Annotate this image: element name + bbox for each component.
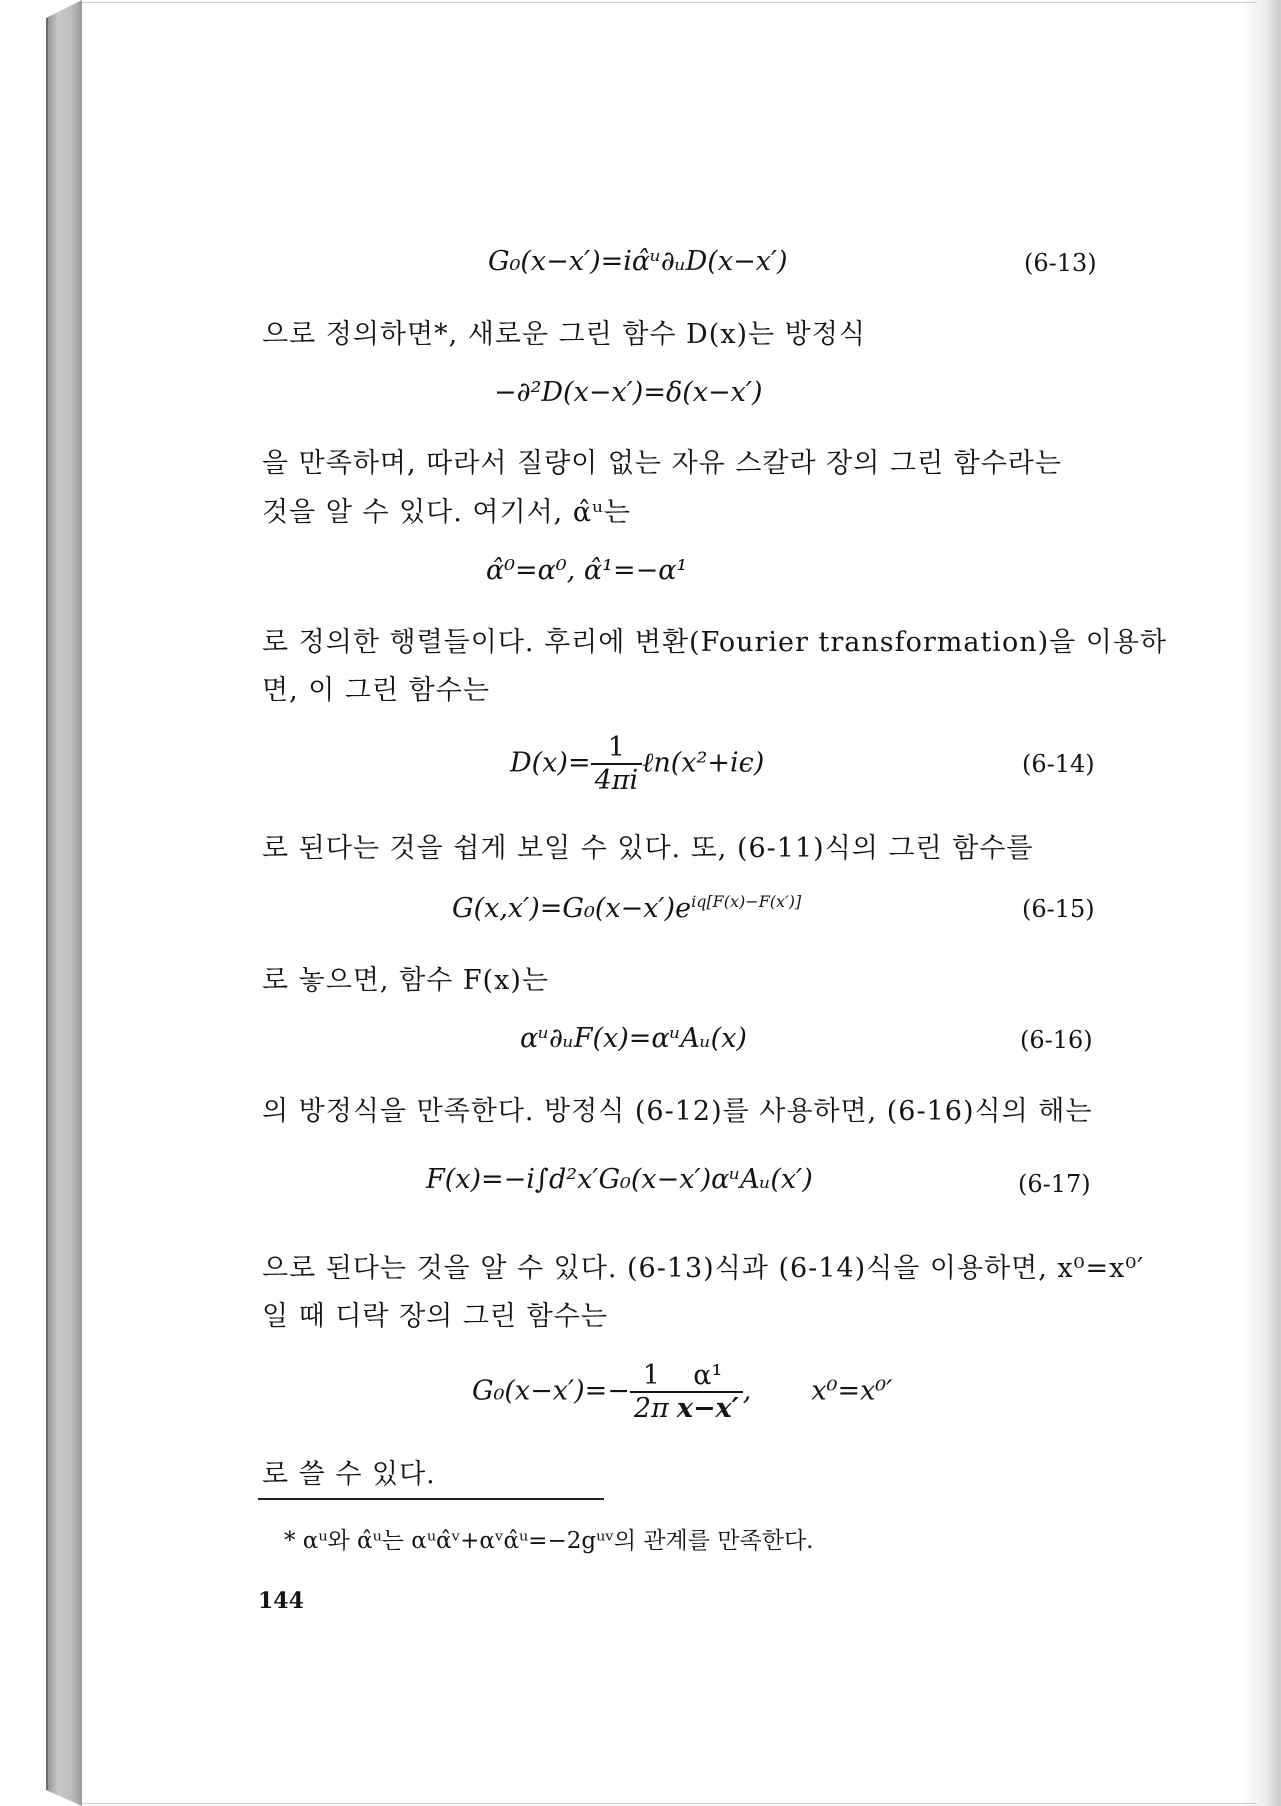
eq-3-frac2-denominator: x−x′	[676, 1393, 739, 1425]
text-line-10: 일 때 디락 장의 그린 함수는	[262, 1301, 608, 1332]
text-line-11: 로 쓸 수 있다.	[262, 1459, 436, 1490]
footnote: * αᵘ와 α̂ᵘ는 αᵘα̂ᵛ+αᵛα̂ᵘ=−2gᵘᵛ의 관계를 만족한다.	[284, 1528, 814, 1554]
equation-unnumbered-2: α̂⁰=α⁰, α̂¹=−α¹	[486, 555, 688, 586]
equation-number-6-13: (6-13)	[1024, 249, 1097, 277]
eq-3-lhs: G₀(x−x′)=−	[472, 1375, 630, 1407]
eq-6-14-frac-numerator: 1	[591, 732, 643, 765]
equation-unnumbered-3	[472, 1360, 892, 1424]
eq-6-14-fraction	[591, 732, 643, 796]
eq-3-fraction-1	[630, 1360, 673, 1424]
text-line-2: 을 만족하며, 따라서 질량이 없는 자유 스칼라 장의 그린 함수라는	[262, 448, 1062, 479]
page-number: 144	[258, 1588, 304, 1614]
text-line-1: 으로 정의하면*, 새로운 그린 함수 D(x)는 방정식	[262, 319, 866, 350]
equation-number-6-14: (6-14)	[1022, 750, 1095, 778]
text-line-4: 로 정의한 행렬들이다. 후리에 변환(Fourier transformation)을 이용하	[262, 627, 1168, 658]
equation-6-17: F(x)=−i∫d²x′G₀(x−x′)αᵘAᵤ(x′)	[426, 1164, 813, 1195]
equation-6-14	[510, 732, 764, 796]
spine-edge	[46, 18, 48, 1790]
eq-3-frac1-denominator: 2π	[633, 1393, 669, 1425]
book-spine	[46, 0, 82, 1806]
eq-3-condition: x⁰=x⁰′	[811, 1375, 893, 1407]
text-line-3: 것을 알 수 있다. 여기서, α̂ᵘ는	[262, 497, 631, 528]
equation-6-13: G₀(x−x′)=iα̂ᵘ∂ᵤD(x−x′)	[488, 246, 788, 277]
eq-3-frac1-numerator: 1	[630, 1360, 673, 1393]
page-edge-shadow	[1241, 0, 1281, 1806]
eq-6-14-rhs: ℓn(x²+iϵ)	[642, 747, 765, 779]
eq-3-fraction-2	[673, 1360, 743, 1424]
text-line-8: 의 방정식을 만족한다. 방정식 (6-12)를 사용하면, (6-16)식의 해는	[262, 1096, 1093, 1127]
text-line-9: 으로 된다는 것을 알 수 있다. (6-13)식과 (6-14)식을 이용하면, x⁰=x⁰′	[262, 1253, 1145, 1284]
eq-3-tail: ,	[742, 1375, 752, 1407]
eq-3-frac2-numerator: α¹	[673, 1360, 743, 1393]
equation-number-6-15: (6-15)	[1022, 895, 1095, 923]
equation-6-16: αᵘ∂ᵤF(x)=αᵘAᵤ(x)	[520, 1023, 747, 1054]
equation-unnumbered-1: −∂²D(x−x′)=δ(x−x′)	[494, 377, 763, 408]
eq-6-15-exponent: iq[F(x)−F(x′)]	[691, 892, 802, 911]
equation-number-6-17: (6-17)	[1018, 1170, 1091, 1198]
text-line-6: 로 된다는 것을 쉽게 보일 수 있다. 또, (6-11)식의 그린 함수를	[262, 833, 1034, 864]
text-line-5: 면, 이 그린 함수는	[262, 675, 490, 706]
eq-6-14-lhs: D(x)=	[510, 747, 591, 779]
equation-number-6-16: (6-16)	[1020, 1026, 1093, 1054]
eq-6-15-formula: G(x,x′)=G₀(x−x′)e	[452, 893, 692, 924]
equation-6-15	[452, 892, 801, 924]
footnote-rule	[258, 1498, 604, 1500]
text-line-7: 로 놓으면, 함수 F(x)는	[262, 965, 549, 996]
eq-6-14-frac-denominator: 4πi	[594, 765, 639, 797]
